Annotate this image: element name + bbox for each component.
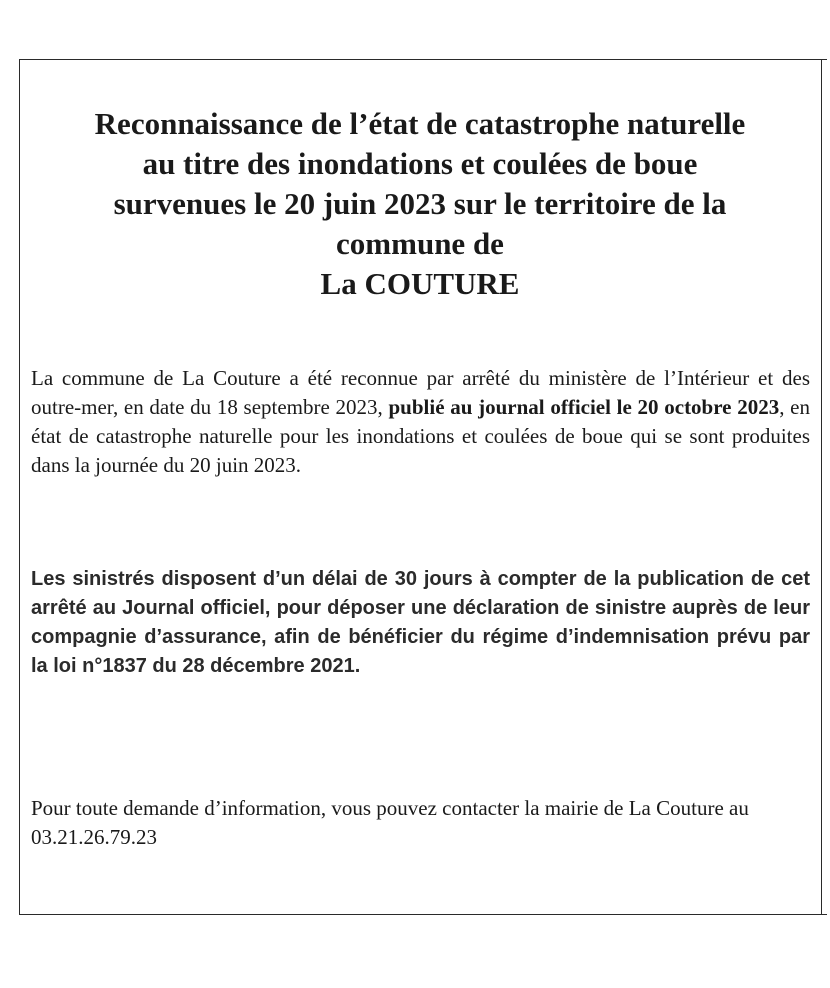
- title-line-3: survenues le 20 juin 2023 sur le territoire de la: [113, 186, 727, 221]
- title-line-4: commune de: [336, 226, 504, 261]
- title-line-1: Reconnaissance de l’état de catastrophe naturelle: [94, 106, 746, 141]
- claim-deadline-paragraph: Les sinistrés disposent d’un délai de 30 jours à compter de la publication de cet arrêté au Journal officiel, pour déposer une déclaration de sinistre auprès de leur compagnie d’assurance, afin de bénéficier du régime d’indemnisation prévu par la loi n°1837 du 28 décembre 2021.: [31, 568, 810, 677]
- publication-date-highlight: publié au journal officiel le 20 octobre 2023: [388, 395, 780, 419]
- recognition-text-end: , en état de catastrophe naturelle pour les inondations et coulées de boue qui se sont produites dans la journée du 20 juin 2023.: [31, 395, 810, 477]
- notice-frame-right-edge: [821, 59, 822, 915]
- contact-paragraph: Pour toute demande d’information, vous pouvez contacter la mairie de La Couture au 03.21.26.79.23: [31, 796, 749, 849]
- notice-title: [30, 104, 810, 304]
- title-commune-name: La COUTURE: [320, 266, 520, 301]
- title-line-2: au titre des inondations et coulées de boue: [142, 146, 698, 181]
- recognition-paragraph: [31, 364, 810, 480]
- recognition-text-start: La commune de La Couture a été reconnue par arrêté du ministère de l’Intérieur et des outre-mer, en date du 18 septembre 2023,: [31, 366, 810, 419]
